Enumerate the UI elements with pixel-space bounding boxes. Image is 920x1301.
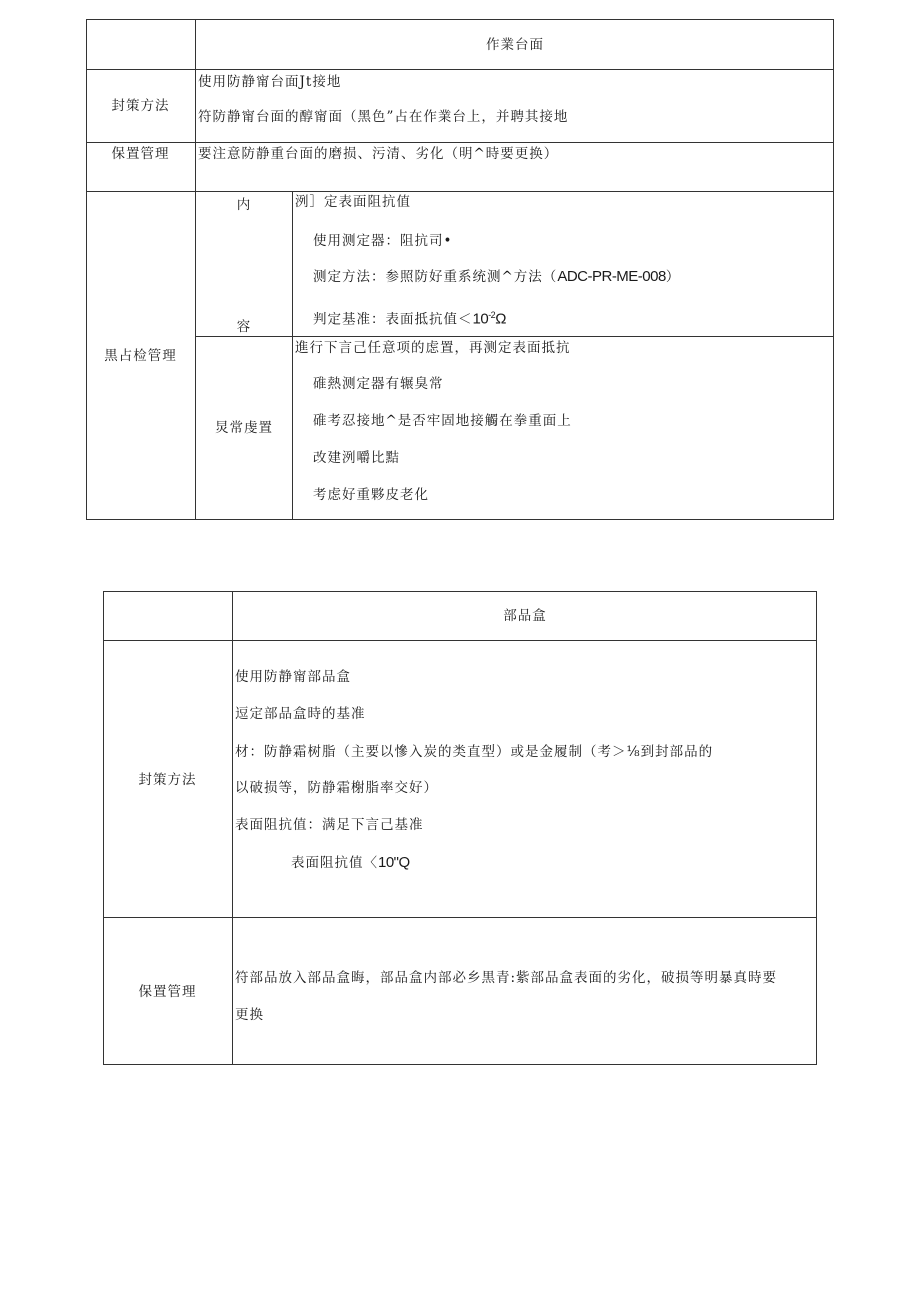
countermeasure-line: 表面阻抗值：满足下言己基准	[235, 817, 424, 833]
row-divider	[103, 917, 817, 918]
maintenance-line: 更换	[235, 1007, 264, 1023]
row-label-countermeasure: 封策方法	[138, 772, 197, 788]
abnormal-line: 改建洌嚼比黠	[313, 450, 400, 466]
row-label-maintenance: 保置管理	[111, 146, 170, 162]
table-header: 部品盒	[503, 608, 547, 624]
row-divider	[86, 69, 834, 70]
criteria-line: 判定基准：表面抵抗值$<10^{-2}\Omega$	[313, 310, 506, 328]
countermeasure-line: 使用防静甯部品盒	[235, 669, 351, 685]
countermeasure-line: 材：防静霜树脂（主要以慘入炭的类直型）或是金履制（考＞⅛到封部品的	[235, 744, 714, 760]
row-divider	[195, 336, 834, 337]
method-line: 测定方法：参照防好重系统测^方法（ADC-PR-ME-008）	[313, 268, 681, 285]
column-divider	[292, 191, 293, 520]
row-divider	[86, 191, 834, 192]
column-divider	[232, 591, 233, 1065]
row-label-maintenance: 保置管理	[138, 984, 197, 1000]
abnormal-line: 進行下言己任意项的虑置，再测定表面抵抗	[295, 340, 571, 356]
abnormal-line: 碓考忍接地^是否牢固地接觸在拳重面上	[313, 413, 572, 429]
maintenance-line: 要注意防静重台面的磨损、污清、劣化（明^時要更换）	[198, 146, 559, 162]
row-label-countermeasure: 封策方法	[111, 98, 170, 114]
abnormal-line: 碓熱测定器有辗臭常	[313, 376, 444, 392]
countermeasure-line: 逗定部品盒時的基准	[235, 706, 366, 722]
content-line: 洌］定表面阻抗值	[295, 194, 411, 210]
content-line: 使用测定器：阻抗司•	[313, 233, 453, 249]
criteria-line: 表面阻抗值〈10"Q	[291, 854, 410, 871]
abnormal-line: 考虑好重夥皮老化	[313, 487, 429, 503]
row-divider	[86, 142, 834, 143]
abnormal-label: 炅常虔置	[215, 420, 273, 436]
maintenance-line: 符部品放入部品盒晦，部品盒内部必乡黒青:紫部品盒表面的劣化，破损等明暴真時要	[235, 970, 778, 986]
countermeasure-line: 符防静甯台面的醇甯面（黑色”占在作業台上，并聘其接地	[198, 109, 569, 125]
countermeasure-line: 使用防静甯台面Jt接地	[198, 74, 342, 90]
countermeasure-line: 以破损等，防静霜榭脂率交好）	[235, 780, 438, 796]
row-label-inspection: 黒占检管理	[104, 348, 177, 364]
row-divider	[103, 640, 817, 641]
table-header: 作業台面	[486, 37, 544, 53]
content-label-top: 内	[236, 197, 252, 213]
column-divider	[195, 19, 196, 520]
content-label-bottom: 容	[236, 319, 252, 335]
